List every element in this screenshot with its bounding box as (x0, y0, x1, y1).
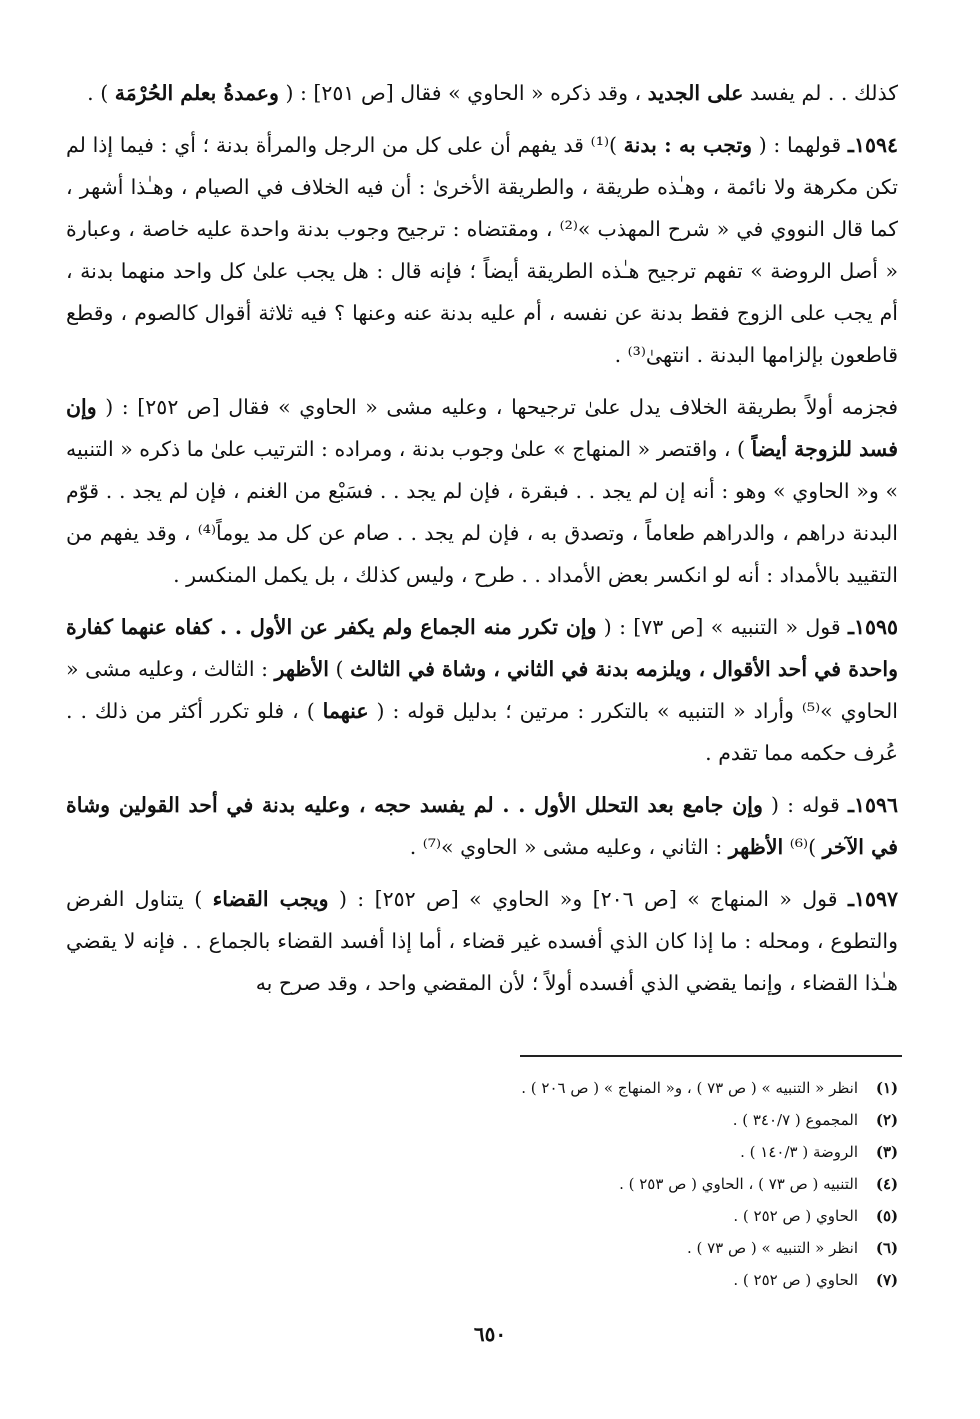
footnotes (66, 1072, 902, 1296)
text-run: : الثالث ، وعليه مشى « الحاوي »⁽⁵⁾ وأراد « التنبيه » بالتكرر : مرتين ؛ بدليل قوله : ( (66, 657, 898, 723)
text-run: قوله : ( (762, 793, 848, 817)
text-run: : الثاني ، وعليه مشى « الحاوي »⁽⁷⁾ . (409, 835, 729, 859)
paragraph (66, 386, 898, 596)
bold-text-run: وعمدةُ بعلم الحُرْمَة (114, 81, 279, 105)
text-run: قول « المنهاج » [ص ٢٠٦] و« الحاوي » [ص ٢٥٢] : ( (328, 887, 848, 911)
text-run: ) ، فلو تكرر أكثر من ذلك . . عُرف حكمه مما تقدم . (66, 699, 898, 765)
footnote-text: المجموع ( ٣٤٠/٧ ) . (732, 1111, 858, 1129)
bold-text-run: الأظهر (274, 657, 329, 681)
footnote (66, 1136, 902, 1168)
footnote-text: الحاوي ( ص ٢٥٢ ) . (733, 1271, 858, 1289)
footnote-number: (٤) (875, 1175, 899, 1193)
footnote-text: الحاوي ( ص ٢٥٢ ) . (733, 1207, 858, 1225)
text-run: )⁽¹⁾ قد يفهم أن على كل من الرجل والمرأة بدنة ؛ أي : فيما إذا لم تكن مكرهة ولا نائمة ، وهـٰذه طريقة ، والطريقة الأخرىٰ : أن فيه الخلاف في الصيام ، وهـٰذا أشهر ، كما قال النووي في « شرح المهذب »⁽²⁾ ، ومقتضاه : ترجيح وجوب بدنة واحدة عليه خاصة ، وعبارة « أصل الروضة » تفهم ترجيح هـٰذه الطريقة أيضاً ؛ فإنه قال : هل يجب علىٰ كل واحد منهما بدنة ، أم يجب على الزوج فقط بدنة عن نفسه ، أم عليه بدنة عنه وعنها ؟ فيه ثلاثة أقوال كالصوم ، وقطع قاطعون بإلزامها البدنة . انتهىٰ⁽³⁾ . (66, 133, 898, 367)
footnote-number: (٣) (875, 1143, 899, 1161)
text-run: قول « التنبيه » [ص ٧٣] : ( (596, 615, 848, 639)
text-run: )⁽⁶⁾ (783, 835, 823, 859)
footnote-text: انظر « التنبيه » ( ص ٧٣ ) . (686, 1239, 858, 1257)
bold-text-run: ١٥٩٥ـ (847, 615, 898, 639)
paragraph (66, 72, 898, 114)
bold-text-run: وإن فسد للزوجة أيضاً (66, 395, 899, 461)
text-run: ) . (87, 81, 115, 105)
bold-text-run: الأظهر (728, 835, 784, 859)
paragraph-1597 (66, 878, 898, 1004)
footnote-divider (520, 1055, 902, 1057)
text-run: قولهما : ( (752, 133, 848, 157)
footnote-number: (٦) (875, 1239, 899, 1257)
footnote-number: (٥) (875, 1207, 899, 1225)
footnote (66, 1264, 902, 1296)
bold-text-run: وإن جامع بعد التحلل الأول . . لم يفسد حجه ، وعليه بدنة في أحد القولين وشاة في الآخر (66, 793, 898, 859)
text-run: فجزمه أولاً بطريقة الخلاف يدل علىٰ ترجيحها ، وعليه مشى « الحاوي » فقال [ص ٢٥٢] : ( (96, 395, 898, 419)
bold-text-run: وتجب به : بدنة (623, 133, 753, 157)
text-run: ) ، واقتصر « المنهاج » علىٰ وجوب بدنة ، ومراده : الترتيب علىٰ ما ذكره « التنبيه » و« الحاوي » وهو : أنه إن لم يجد . . فبقرة ، فإن لم يجد . . فسَبْع من الغنم ، فإن لم يجد . . قوّم البدنة دراهم ، والدراهم طعاماً ، وتصدق به ، فإن لم يجد . . صام عن كل مد يوماً⁽⁴⁾ ، وقد يفهم من التقييد بالأمداد : أنه لو انكسر بعض الأمداد . . طرح ، وليس كذلك ، بل يكمل المنكسر . (66, 437, 899, 587)
footnote-text: التنبيه ( ص ٧٣ ) ، الحاوي ( ص ٢٥٣ ) . (619, 1175, 858, 1193)
footnote (66, 1104, 902, 1136)
paragraph-1594 (66, 124, 898, 376)
bold-text-run: ١٥٩٦ـ (847, 793, 898, 817)
main-text (66, 72, 898, 1014)
text-run: كذلك . . لم يفسد (743, 81, 898, 105)
footnote (66, 1168, 902, 1200)
paragraph-1596 (66, 784, 898, 868)
page-number: ٦٥٠ (473, 1322, 507, 1346)
text-run: ) (328, 657, 351, 681)
bold-text-run: وإن تكرر منه الجماع ولم يكفر عن الأول . . كفاه عنهما كفارة واحدة في أحد الأقوال ، ويلزمه بدنة في الثاني ، وشاة في الثالث (66, 615, 898, 681)
footnote-text: انظر « التنبيه » ( ص ٧٣ ) ، و« المنهاج » ( ص ٢٠٦ ) . (521, 1079, 858, 1097)
footnote (66, 1232, 902, 1264)
footnote-text: الروضة ( ١٤٠/٣ ) . (740, 1143, 858, 1161)
bold-text-run: ١٥٩٤ـ (847, 133, 898, 157)
bold-text-run: عنهما (322, 699, 369, 723)
footnote-number: (١) (875, 1079, 899, 1097)
footnote (66, 1072, 902, 1104)
bold-text-run: ١٥٩٧ـ (847, 887, 899, 911)
paragraph-1595 (66, 606, 898, 774)
footnote (66, 1200, 902, 1232)
footnote-number: (٢) (875, 1111, 899, 1129)
text-run: ) يتناول الفرض والتطوع ، ومحله : ما إذا كان الذي أفسده غير قضاء ، أما إذا أفسد القضاء بالجماع . . فإنه لا يقضي هـٰذا القضاء ، وإنما يقضي الذي أفسده أولاً ؛ لأن المقضي واحد ، وقد صرح به (66, 887, 898, 995)
bold-text-run: ويجب القضاء (212, 887, 329, 911)
bold-text-run: على الجديد (647, 81, 744, 105)
footnote-number: (٧) (875, 1271, 899, 1289)
text-run: ، وقد ذكره « الحاوي » فقال [ص ٢٥١] : ( (278, 81, 648, 105)
